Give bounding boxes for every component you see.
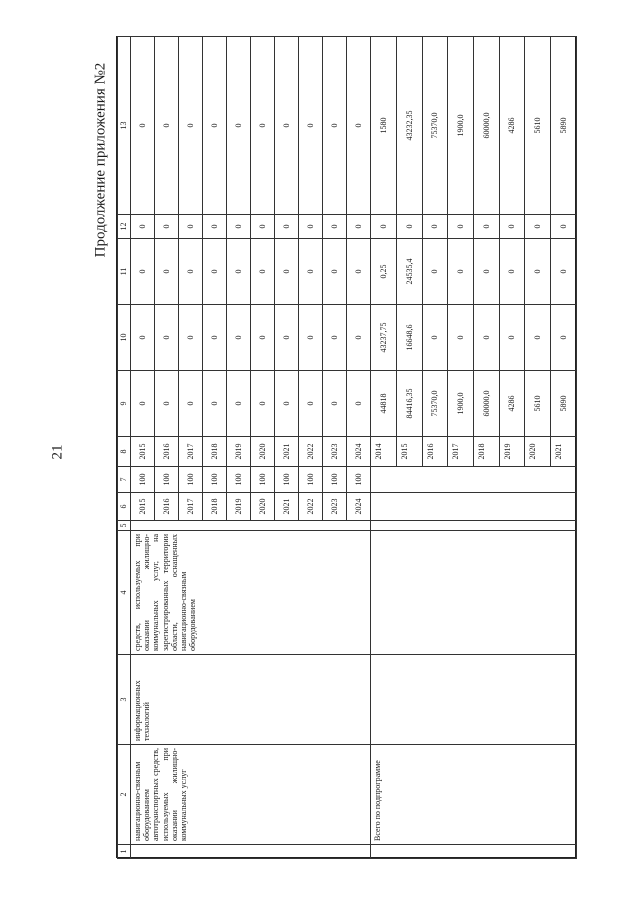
cell-value: 0 xyxy=(155,305,179,371)
cell-value: 0 xyxy=(525,239,551,305)
cell-c7 xyxy=(371,467,577,493)
cell-percent: 100 xyxy=(155,467,179,493)
cell-value: 0 xyxy=(299,215,323,239)
cell-value: 5610 xyxy=(525,37,551,215)
cell-value: 0 xyxy=(131,37,155,215)
col-number: 3 xyxy=(118,655,131,745)
cell-value: 0 xyxy=(179,371,203,437)
cell-value: 0 xyxy=(499,215,525,239)
cell-year: 2020 xyxy=(251,437,275,467)
cell-year: 2021 xyxy=(275,437,299,467)
table-row xyxy=(371,37,397,859)
cell-value: 0 xyxy=(179,305,203,371)
cell-year: 2018 xyxy=(203,493,227,521)
cell-indicator: средств, используемых при оказании жилищно-коммунальных услуг, на зарегистрированных территории области, оснащенных навигационно-связным оборудованием xyxy=(131,531,371,655)
cell-value: 0 xyxy=(347,37,371,215)
col-number: 9 xyxy=(118,371,131,437)
cell-value: 0 xyxy=(179,215,203,239)
cell-value: 0 xyxy=(323,305,347,371)
cell-value: 0 xyxy=(299,37,323,215)
cell-year: 2015 xyxy=(131,437,155,467)
cell-value: 24535,4 xyxy=(396,239,422,305)
col-number: 8 xyxy=(118,437,131,467)
col-number: 7 xyxy=(118,467,131,493)
cell-value: 0 xyxy=(203,37,227,215)
cell-year: 2019 xyxy=(227,437,251,467)
cell-value: 5890 xyxy=(551,371,577,437)
cell-year: 2016 xyxy=(155,437,179,467)
cell-c5 xyxy=(371,521,577,531)
cell-value: 44818 xyxy=(371,371,397,437)
cell-value: 0 xyxy=(155,239,179,305)
col-number: 10 xyxy=(118,305,131,371)
cell-value: 0 xyxy=(275,215,299,239)
col-number: 13 xyxy=(118,37,131,215)
cell-value: 60000,0 xyxy=(473,371,499,437)
cell-percent: 100 xyxy=(323,467,347,493)
cell-percent: 100 xyxy=(251,467,275,493)
cell-value: 0 xyxy=(155,37,179,215)
cell-percent: 100 xyxy=(227,467,251,493)
cell-value: 0 xyxy=(251,239,275,305)
cell-value: 0 xyxy=(227,239,251,305)
cell-value: 0 xyxy=(179,239,203,305)
cell-c5 xyxy=(131,521,371,531)
appendix-title: Продолжение приложения №2 xyxy=(92,62,109,258)
cell-value: 0 xyxy=(473,305,499,371)
cell-value: 0 xyxy=(131,239,155,305)
cell-value: 0 xyxy=(227,37,251,215)
cell-value: 0 xyxy=(203,305,227,371)
cell-value: 0 xyxy=(227,371,251,437)
cell-value: 0 xyxy=(422,215,448,239)
cell-value: 0 xyxy=(323,239,347,305)
cell-value: 0 xyxy=(227,305,251,371)
col-number: 11 xyxy=(118,239,131,305)
table-row xyxy=(131,37,155,859)
col-number: 6 xyxy=(118,493,131,521)
cell-year: 2022 xyxy=(299,493,323,521)
cell-value: 0 xyxy=(275,239,299,305)
cell-value: 0 xyxy=(155,215,179,239)
cell-year: 2017 xyxy=(179,493,203,521)
cell-value: 0 xyxy=(551,305,577,371)
cell-year: 2021 xyxy=(551,437,577,467)
cell-value: 0 xyxy=(275,37,299,215)
cell-value: 0 xyxy=(371,215,397,239)
cell-year: 2017 xyxy=(179,437,203,467)
cell-value: 0 xyxy=(347,215,371,239)
cell-value: 0 xyxy=(551,215,577,239)
cell-value: 0 xyxy=(473,239,499,305)
cell-year: 2018 xyxy=(203,437,227,467)
cell-value: 0 xyxy=(299,305,323,371)
cell-value: 0 xyxy=(203,215,227,239)
cell-year: 2020 xyxy=(525,437,551,467)
cell-value: 0 xyxy=(275,305,299,371)
cell-value: 0 xyxy=(227,215,251,239)
cell-year: 2022 xyxy=(299,437,323,467)
cell-value: 0,25 xyxy=(371,239,397,305)
cell-total-label: Всего по подпрограмме xyxy=(371,745,577,845)
col-number: 1 xyxy=(118,845,131,859)
cell-value: 0 xyxy=(525,215,551,239)
column-number-row xyxy=(118,37,131,859)
col-number: 4 xyxy=(118,531,131,655)
cell-year: 2016 xyxy=(422,437,448,467)
cell-value: 0 xyxy=(473,215,499,239)
cell-value: 5890 xyxy=(551,37,577,215)
cell-value: 0 xyxy=(422,305,448,371)
program-table xyxy=(117,36,577,859)
cell-value: 0 xyxy=(251,215,275,239)
cell-c1 xyxy=(371,845,577,859)
cell-c6 xyxy=(371,493,577,521)
cell-value: 0 xyxy=(299,371,323,437)
cell-executor: информационных технологий xyxy=(131,655,371,745)
cell-year: 2019 xyxy=(227,493,251,521)
cell-value: 0 xyxy=(323,215,347,239)
cell-year: 2023 xyxy=(323,437,347,467)
cell-year: 2021 xyxy=(275,493,299,521)
cell-value: 16648,6 xyxy=(396,305,422,371)
cell-year: 2016 xyxy=(155,493,179,521)
page-number: 21 xyxy=(49,444,66,460)
cell-value: 0 xyxy=(131,371,155,437)
cell-year: 2024 xyxy=(347,437,371,467)
cell-value: 0 xyxy=(251,305,275,371)
cell-value: 43232,35 xyxy=(396,37,422,215)
cell-value: 0 xyxy=(347,305,371,371)
cell-year: 2020 xyxy=(251,493,275,521)
col-number: 2 xyxy=(118,745,131,845)
cell-value: 75370,0 xyxy=(422,37,448,215)
cell-value: 43237,75 xyxy=(371,305,397,371)
cell-year: 2015 xyxy=(131,493,155,521)
cell-value: 4286 xyxy=(499,37,525,215)
cell-year: 2019 xyxy=(499,437,525,467)
rotated-table xyxy=(117,37,577,859)
cell-percent: 100 xyxy=(203,467,227,493)
cell-value: 1580 xyxy=(371,37,397,215)
cell-value: 0 xyxy=(448,305,474,371)
cell-year: 2024 xyxy=(347,493,371,521)
cell-value: 1900,0 xyxy=(448,371,474,437)
cell-value: 60000,0 xyxy=(473,37,499,215)
cell-percent: 100 xyxy=(299,467,323,493)
cell-value: 4286 xyxy=(499,371,525,437)
cell-value: 0 xyxy=(347,371,371,437)
cell-value: 5610 xyxy=(525,371,551,437)
cell-percent: 100 xyxy=(179,467,203,493)
cell-value: 75370,0 xyxy=(422,371,448,437)
cell-value: 0 xyxy=(251,37,275,215)
cell-value: 0 xyxy=(448,239,474,305)
cell-c4 xyxy=(371,531,577,655)
cell-value: 0 xyxy=(179,37,203,215)
cell-value: 0 xyxy=(499,305,525,371)
cell-year: 2014 xyxy=(371,437,397,467)
cell-percent: 100 xyxy=(347,467,371,493)
cell-c1 xyxy=(131,845,371,859)
table-frame xyxy=(116,36,576,858)
cell-year: 2023 xyxy=(323,493,347,521)
cell-value: 0 xyxy=(275,371,299,437)
cell-year: 2017 xyxy=(448,437,474,467)
cell-year: 2018 xyxy=(473,437,499,467)
cell-value: 0 xyxy=(299,239,323,305)
cell-percent: 100 xyxy=(275,467,299,493)
cell-value: 0 xyxy=(131,215,155,239)
cell-value: 0 xyxy=(323,37,347,215)
cell-value: 84416,35 xyxy=(396,371,422,437)
cell-value: 1900,0 xyxy=(448,37,474,215)
cell-value: 0 xyxy=(347,239,371,305)
col-number: 5 xyxy=(118,521,131,531)
cell-value: 0 xyxy=(251,371,275,437)
cell-value: 0 xyxy=(131,305,155,371)
cell-year: 2015 xyxy=(396,437,422,467)
cell-value: 0 xyxy=(203,371,227,437)
cell-value: 0 xyxy=(323,371,347,437)
cell-value: 0 xyxy=(551,239,577,305)
cell-measure-description: навигационно-связным оборудованием автотранспортных средств, используемых при оказании жилищно-коммунальных услуг xyxy=(131,745,371,845)
cell-c3 xyxy=(371,655,577,745)
cell-percent: 100 xyxy=(131,467,155,493)
cell-value: 0 xyxy=(396,215,422,239)
cell-value: 0 xyxy=(448,215,474,239)
cell-value: 0 xyxy=(499,239,525,305)
col-number: 12 xyxy=(118,215,131,239)
cell-value: 0 xyxy=(525,305,551,371)
cell-value: 0 xyxy=(422,239,448,305)
cell-value: 0 xyxy=(203,239,227,305)
cell-value: 0 xyxy=(155,371,179,437)
